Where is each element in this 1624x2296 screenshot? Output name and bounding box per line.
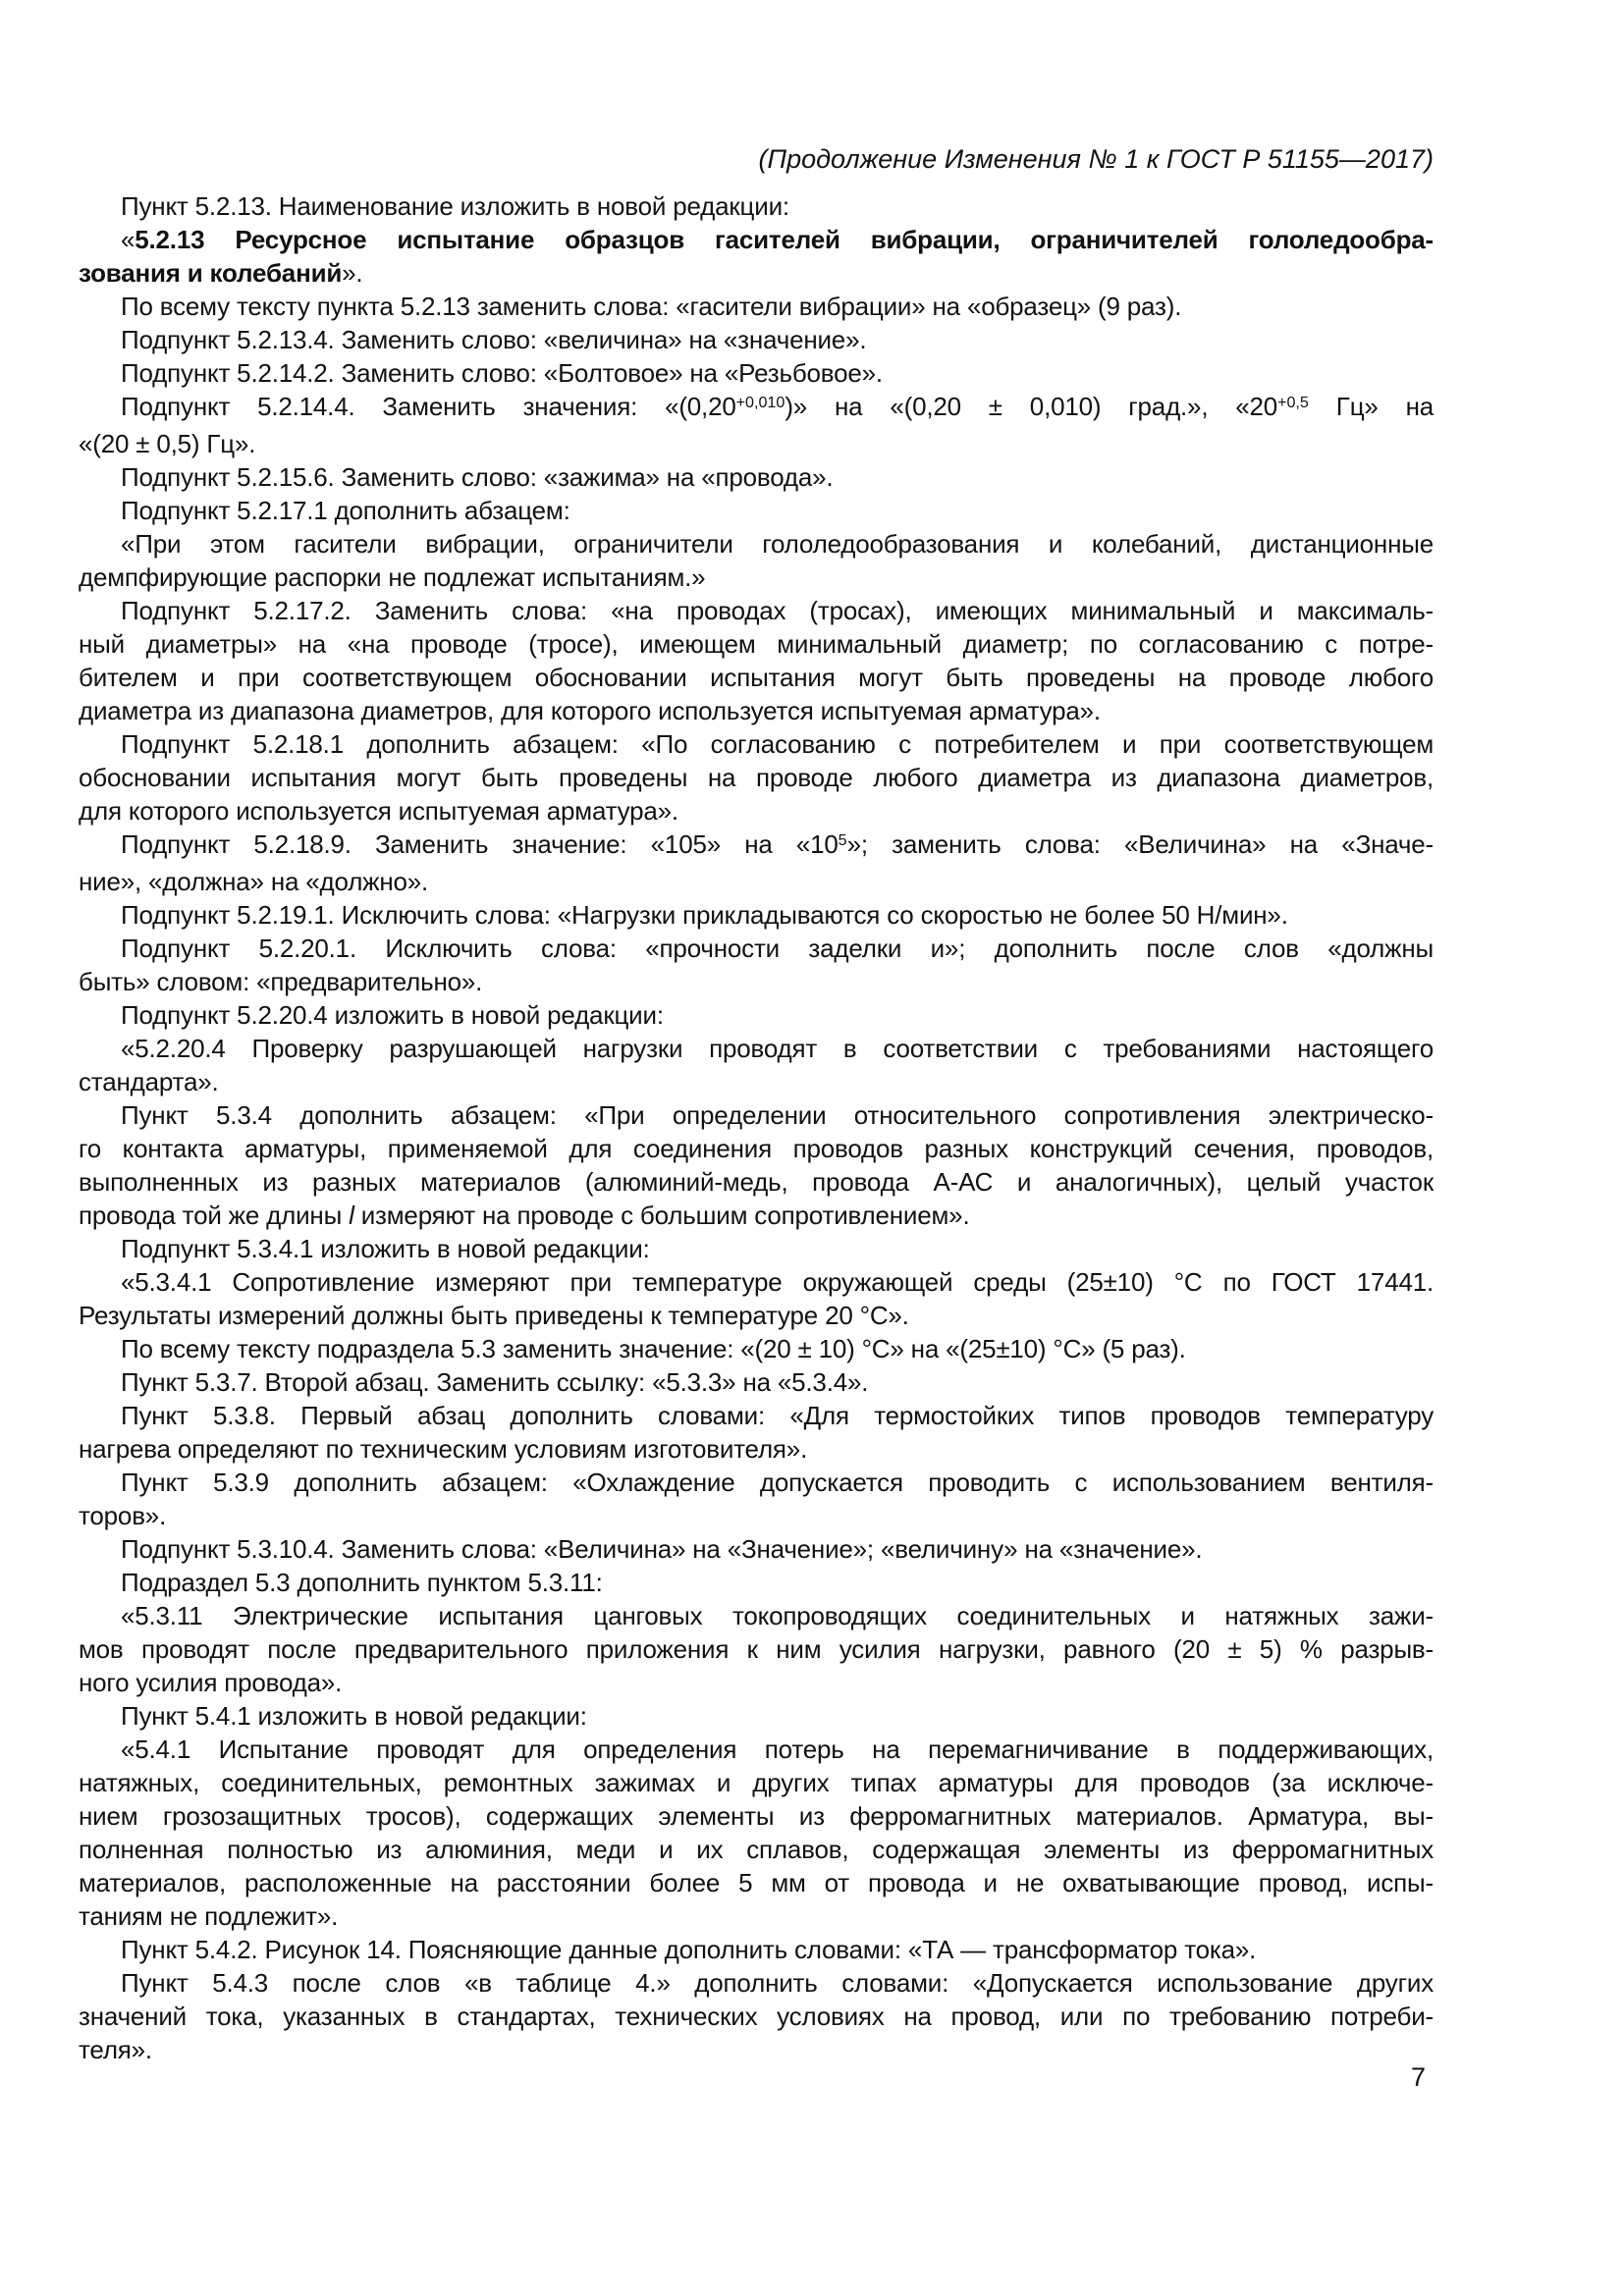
paragraph <box>79 828 1434 898</box>
text-segment: Подпункт 5.2.20.1. Исключить слова: «прочности заделки и»; дополнить после слов «должны <box>121 934 1434 963</box>
text-segment: го контакта арматуры, применяемой для соединения проводов разных конструкций сечения, проводов, <box>79 1134 1434 1163</box>
text-line <box>79 1032 1434 1065</box>
text-line <box>79 1466 1434 1499</box>
text-segment: полненная полностью из алюминия, меди и их сплавов, содержащая элементы из ферромагнитных <box>79 1835 1434 1864</box>
text-line <box>79 761 1434 794</box>
page-number: 7 <box>1410 2062 1426 2092</box>
text-line <box>79 965 1434 998</box>
text-segment: )» на «(0,20 ± 0,010) град.», «20 <box>785 392 1278 421</box>
text-line <box>79 932 1434 965</box>
text-segment: значений тока, указанных в стандартах, технических условиях на провод, или по требованию потреби- <box>79 2002 1434 2031</box>
paragraph <box>79 1098 1434 1232</box>
text-segment: Пункт 5.3.8. Первый абзац дополнить словами: «Для термостойких типов проводов температуру <box>121 1401 1434 1430</box>
text-line <box>79 1566 1434 1599</box>
text-line <box>79 1733 1434 1766</box>
text-segment: ». <box>342 258 363 288</box>
text-line <box>79 356 1434 390</box>
text-line <box>79 189 1434 223</box>
text-segment: теля». <box>79 2035 152 2064</box>
document-body <box>79 189 1434 2066</box>
text-segment: ный диаметры» на «на проводе (тросе), имеющем минимальный диаметр; по согласованию с потре- <box>79 629 1434 659</box>
text-segment: Подпункт 5.2.20.4 изложить в новой редакции: <box>121 1000 664 1030</box>
text-line <box>79 1332 1434 1365</box>
paragraph <box>79 998 1434 1032</box>
text-segment: натяжных, соединительных, ремонтных зажимах и других типах арматуры для проводов (за исключе- <box>79 1768 1434 1797</box>
text-segment: «5.4.1 Испытание проводят для определения потерь на перемагничивание в поддерживающих, <box>121 1735 1434 1764</box>
text-segment: Подпункт 5.2.18.9. Заменить значение: «105» на «10 <box>121 829 839 859</box>
text-segment: быть» словом: «предварительно». <box>79 967 483 996</box>
text-line <box>79 627 1434 661</box>
text-segment: «5.3.11 Электрические испытания цанговых токопроводящих соединительных и натяжных зажи- <box>121 1601 1434 1630</box>
text-line <box>79 1365 1434 1399</box>
paragraph <box>79 1733 1434 1933</box>
paragraph <box>79 494 1434 527</box>
text-line <box>79 1132 1434 1165</box>
text-segment: « <box>121 225 135 254</box>
paragraph <box>79 594 1434 727</box>
text-line <box>79 494 1434 527</box>
text-line <box>79 223 1434 256</box>
paragraph <box>79 1566 1434 1599</box>
text-line <box>79 427 1434 460</box>
text-segment: Пункт 5.4.2. Рисунок 14. Поясняющие данные дополнить словами: «ТА — трансформатор тока». <box>121 1935 1257 1964</box>
text-segment: стандарта». <box>79 1067 219 1096</box>
paragraph <box>79 323 1434 356</box>
text-segment: нием грозозащитных тросов), содержащих элементы из ферромагнитных материалов. Арматура, вы- <box>79 1801 1434 1831</box>
paragraph <box>79 390 1434 460</box>
paragraph <box>79 1232 1434 1265</box>
text-segment: Подраздел 5.3 дополнить пунктом 5.3.11: <box>121 1568 603 1597</box>
text-line <box>79 1065 1434 1098</box>
text-line <box>79 1966 1434 2000</box>
paragraph <box>79 1032 1434 1098</box>
text-line <box>79 256 1434 290</box>
paragraph <box>79 1599 1434 1699</box>
text-line <box>79 323 1434 356</box>
text-segment: «(20 ± 0,5) Гц». <box>79 429 256 458</box>
text-segment: для которого используется испытуемая арматура». <box>79 796 678 826</box>
text-line <box>79 1799 1434 1833</box>
text-segment: «5.3.4.1 Сопротивление измеряют при температуре окружающей среды (25±10) °С по ГОСТ 17441. <box>121 1267 1434 1297</box>
text-line <box>79 1098 1434 1132</box>
text-segment: Пункт 5.4.1 изложить в новой редакции: <box>121 1701 587 1731</box>
text-segment: «5.2.20.4 Проверку разрушающей нагрузки проводят в соответствии с требованиями настоящего <box>121 1034 1434 1063</box>
text-segment: бителем и при соответствующем обосновании испытания могут быть проведены на проводе любого <box>79 663 1434 692</box>
text-segment: Пункт 5.3.4 дополнить абзацем: «При определении относительного сопротивления электрическо- <box>121 1100 1434 1130</box>
text-line <box>79 1265 1434 1299</box>
paragraph <box>79 189 1434 223</box>
text-line <box>79 727 1434 761</box>
text-segment: По всему тексту пункта 5.2.13 заменить слова: «гасители вибрации» на «образец» (9 раз). <box>121 292 1182 321</box>
text-line <box>79 1532 1434 1566</box>
paragraph <box>79 727 1434 828</box>
text-segment: +0,010 <box>735 393 785 411</box>
text-segment: l <box>349 1201 354 1230</box>
paragraph <box>79 898 1434 932</box>
text-segment: выполненных из разных материалов (алюминий-медь, провода А-АС и аналогичных), целый участок <box>79 1167 1434 1197</box>
text-line <box>79 1432 1434 1466</box>
paragraph <box>79 1265 1434 1332</box>
text-line <box>79 1666 1434 1699</box>
text-segment: Подпункт 5.2.14.4. Заменить значения: «(0,20 <box>121 392 736 421</box>
text-line <box>79 865 1434 898</box>
text-segment: По всему тексту подраздела 5.3 заменить значение: «(20 ± 10) °С» на «(25±10) °С» (5 раз). <box>121 1334 1186 1363</box>
text-line <box>79 1199 1434 1232</box>
paragraph <box>79 460 1434 494</box>
document-header: (Продолжение Изменения № 1 к ГОСТ Р 51155—2017) <box>758 144 1434 174</box>
text-line <box>79 2000 1434 2033</box>
text-segment: Подпункт 5.2.17.2. Заменить слова: «на проводах (тросах), имеющих минимальный и максималь- <box>121 596 1434 625</box>
text-segment: нагрева определяют по техническим условиям изготовителя». <box>79 1434 808 1464</box>
text-segment: +0,5 <box>1277 393 1309 411</box>
paragraph <box>79 356 1434 390</box>
text-line <box>79 390 1434 427</box>
text-segment: диаметра из диапазона диаметров, для которого используется испытуемая арматура». <box>79 696 1101 725</box>
text-segment: 5.2.13 Ресурсное испытание образцов гасителей вибрации, ограничителей гололедообра- <box>135 225 1434 254</box>
text-line <box>79 1499 1434 1532</box>
text-line <box>79 1866 1434 1899</box>
text-line <box>79 1766 1434 1799</box>
paragraph <box>79 1933 1434 1966</box>
text-line <box>79 290 1434 323</box>
text-line <box>79 1933 1434 1966</box>
text-segment: Подпункт 5.2.18.1 дополнить абзацем: «По согласованию с потребителем и при соответствующем <box>121 729 1434 759</box>
text-segment: обосновании испытания могут быть проведены на проводе любого диаметра из диапазона диаметров, <box>79 763 1434 792</box>
text-segment: ние», «должна» на «должно». <box>79 867 429 896</box>
text-segment: Пункт 5.4.3 после слов «в таблице 4.» дополнить словами: «Допускается использование других <box>121 1968 1434 1998</box>
text-segment: Гц» на <box>1308 392 1434 421</box>
text-line <box>79 794 1434 828</box>
text-line <box>79 594 1434 627</box>
text-line <box>79 460 1434 494</box>
text-line <box>79 1699 1434 1733</box>
text-line <box>79 898 1434 932</box>
paragraph <box>79 1966 1434 2066</box>
text-segment: Подпункт 5.2.17.1 дополнить абзацем: <box>121 496 570 525</box>
text-line <box>79 828 1434 865</box>
text-line <box>79 1399 1434 1432</box>
text-line <box>79 1232 1434 1265</box>
text-segment: »; заменить слова: «Величина» на «Значе- <box>846 829 1434 859</box>
text-line <box>79 1299 1434 1332</box>
paragraph <box>79 527 1434 594</box>
text-segment: измеряют на проводе с большим сопротивлением». <box>353 1201 970 1230</box>
text-segment: демпфирующие распорки не подлежат испытаниям.» <box>79 562 706 592</box>
paragraph <box>79 932 1434 998</box>
text-segment: Результаты измерений должны быть приведены к температуре 20 °С». <box>79 1301 909 1330</box>
text-line <box>79 661 1434 694</box>
text-line <box>79 561 1434 594</box>
text-segment: провода той же длины <box>79 1201 350 1230</box>
text-segment: «При этом гасители вибрации, ограничители гололедообразования и колебаний, дистанционные <box>121 529 1434 559</box>
text-segment: материалов, расположенные на расстоянии более 5 мм от провода и не охватывающие провод, испы- <box>79 1868 1434 1897</box>
text-segment: Подпункт 5.3.4.1 изложить в новой редакции: <box>121 1234 650 1263</box>
text-segment: 5 <box>838 830 847 849</box>
text-line <box>79 1599 1434 1632</box>
text-segment: Пункт 5.3.9 дополнить абзацем: «Охлаждение допускается проводить с использованием вентиля- <box>121 1468 1434 1497</box>
text-segment: Подпункт 5.2.13.4. Заменить слово: «величина» на «значение». <box>121 325 867 354</box>
text-line <box>79 527 1434 561</box>
text-segment: Пункт 5.2.13. Наименование изложить в новой редакции: <box>121 191 789 221</box>
text-line <box>79 998 1434 1032</box>
text-line <box>79 1833 1434 1866</box>
paragraph <box>79 1399 1434 1466</box>
paragraph <box>79 1699 1434 1733</box>
text-segment: Пункт 5.3.7. Второй абзац. Заменить ссылку: «5.3.3» на «5.3.4». <box>121 1367 869 1397</box>
paragraph <box>79 1332 1434 1365</box>
text-line <box>79 694 1434 727</box>
text-segment: торов». <box>79 1501 167 1530</box>
paragraph <box>79 290 1434 323</box>
text-segment: Подпункт 5.2.14.2. Заменить слово: «Болтовое» на «Резьбовое». <box>121 358 883 388</box>
text-segment: Подпункт 5.2.15.6. Заменить слово: «зажима» на «провода». <box>121 462 834 492</box>
text-line <box>79 1165 1434 1199</box>
paragraph <box>79 1466 1434 1532</box>
paragraph <box>79 223 1434 290</box>
text-segment: Подпункт 5.3.10.4. Заменить слова: «Величина» на «Значение»; «величину» на «значение». <box>121 1534 1203 1564</box>
paragraph <box>79 1532 1434 1566</box>
text-segment: Подпункт 5.2.19.1. Исключить слова: «Нагрузки прикладываются со скоростью не более 50 Н/мин». <box>121 900 1288 930</box>
text-segment: ного усилия провода». <box>79 1668 343 1697</box>
text-segment: таниям не подлежит». <box>79 1901 339 1931</box>
paragraph <box>79 1365 1434 1399</box>
text-line <box>79 1632 1434 1666</box>
text-segment: зования и колебаний <box>79 258 343 288</box>
text-segment: мов проводят после предварительного приложения к ним усилия нагрузки, равного (20 ± 5) % разрыв- <box>79 1634 1434 1664</box>
text-line <box>79 1899 1434 1933</box>
